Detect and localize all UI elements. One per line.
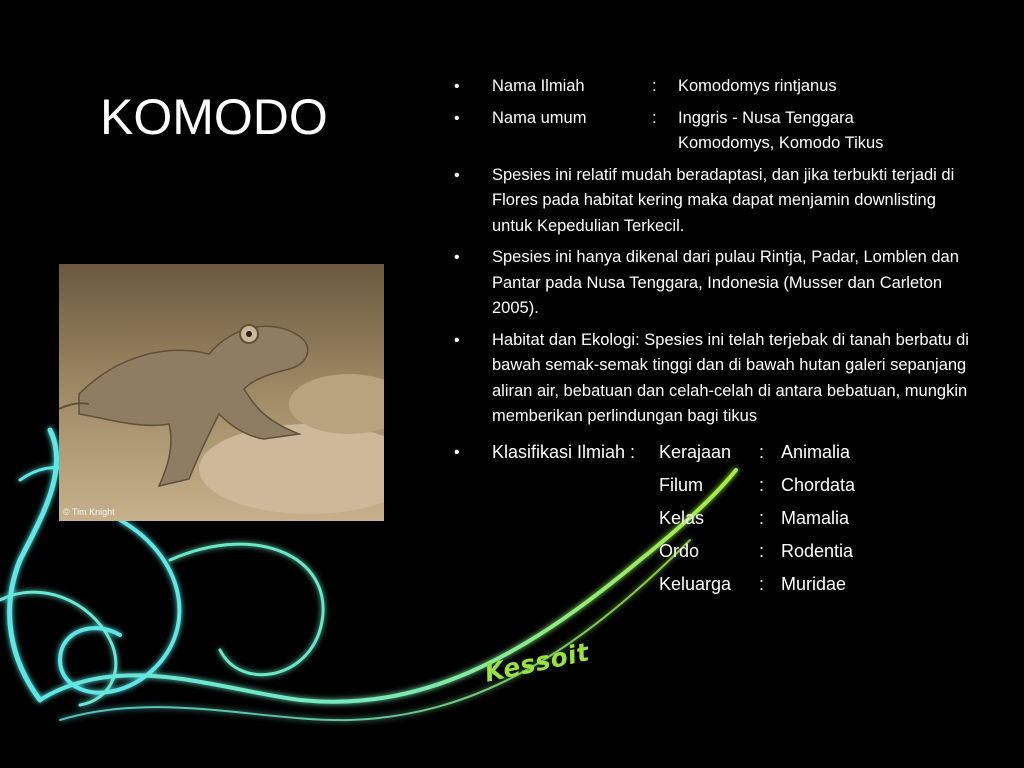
row-colon: :	[652, 108, 657, 127]
rank-value: Chordata	[781, 474, 856, 495]
rank-value: Rodentia	[781, 540, 854, 561]
classification-row	[492, 502, 972, 535]
info-row-common-name	[452, 106, 972, 157]
brand-logo: Kessoit	[482, 637, 592, 688]
bullet-icon: •	[454, 331, 460, 349]
classification-row	[492, 535, 972, 568]
rank-colon: :	[759, 573, 765, 594]
classification-label: Klasifikasi Ilmiah :	[492, 441, 636, 462]
bullet-icon: •	[454, 78, 460, 95]
paragraph-distribution	[452, 245, 972, 322]
rank-label: Kerajaan	[659, 441, 732, 462]
content-area	[452, 74, 972, 607]
paragraph-habitat	[452, 328, 972, 430]
bullet-icon: •	[454, 443, 460, 461]
rank-value: Muridae	[781, 573, 847, 594]
row-label: Nama umum	[492, 108, 587, 127]
paragraph-adaptation	[452, 163, 972, 240]
rank-colon: :	[759, 507, 765, 528]
paragraph-text: Spesies ini relatif mudah beradaptasi, dan jika terbukti terjadi di Flores pada habitat kering maka dapat menjamin downlisting untuk Kepedulian Terkecil.	[492, 165, 955, 235]
row-label: Nama Ilmiah	[492, 77, 585, 95]
row-colon: :	[652, 77, 657, 95]
classification-row	[492, 469, 972, 502]
rank-colon: :	[759, 540, 765, 561]
classification-block	[452, 436, 972, 601]
lizard-photo	[59, 264, 384, 521]
info-row-scientific-name	[452, 74, 972, 100]
classification-row	[492, 436, 972, 469]
paragraph-text: Spesies ini hanya dikenal dari pulau Rintja, Padar, Lomblen dan Pantar pada Nusa Tenggara, Indonesia (Musser dan Carleton 2005).	[492, 248, 959, 317]
classification-row	[492, 568, 972, 601]
rank-colon: :	[759, 474, 765, 495]
rank-label: Filum	[659, 474, 703, 495]
bullet-icon: •	[454, 249, 460, 266]
row-value: Inggris - Nusa Tenggara Komodomys, Komodo Tikus	[678, 108, 884, 152]
row-value: Komodomys rintjanus	[678, 77, 837, 95]
rank-colon: :	[759, 441, 765, 462]
rank-label: Kelas	[659, 507, 705, 528]
photo-credit: © Tim Knight	[63, 507, 115, 517]
bullet-icon: •	[454, 166, 460, 184]
bullet-icon: •	[454, 109, 460, 127]
rank-label: Ordo	[659, 540, 700, 561]
paragraph-text: Habitat dan Ekologi: Spesies ini telah terjebak di tanah berbatu di bawah semak-semak tinggi dan di bawah hutan galeri sepanjang aliran air, bebatuan dan celah-celah di antara bebatuan, mungkin memberikan perlindungan bagi tikus	[492, 330, 969, 425]
rank-value: Animalia	[781, 441, 851, 462]
rank-value: Mamalia	[781, 507, 850, 528]
slide-title: KOMODO	[100, 89, 328, 145]
rank-label: Keluarga	[659, 573, 732, 594]
